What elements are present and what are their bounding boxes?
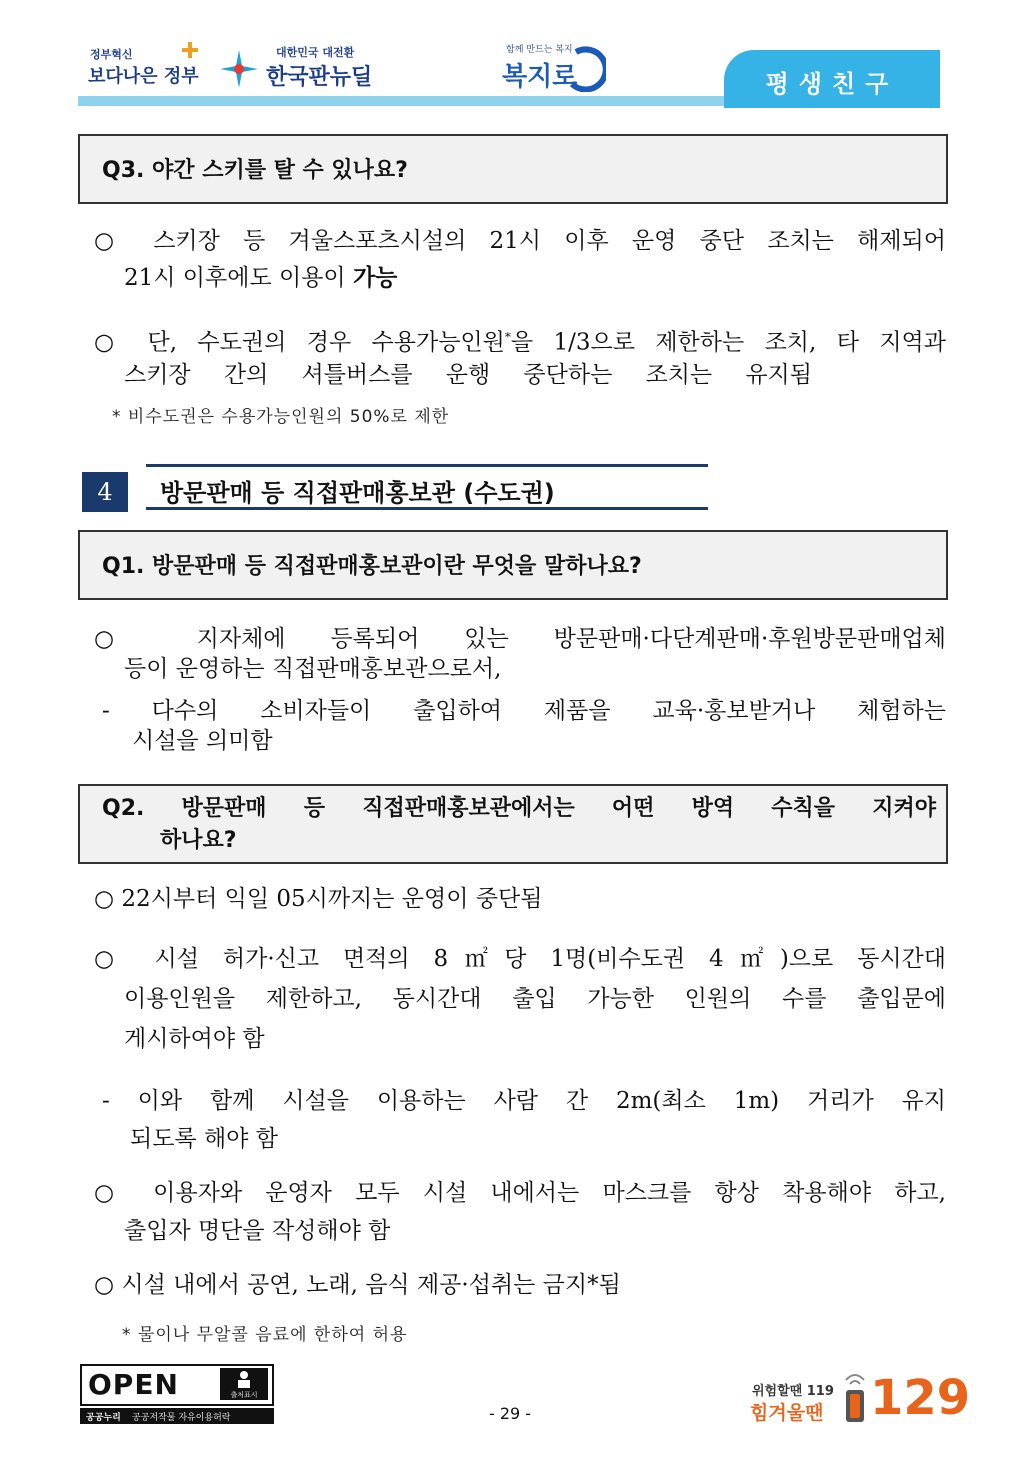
bokji-swoosh-icon [566,44,606,92]
question-text: Q3. 야간 스키를 탈 수 있나요? [102,158,408,183]
newdeal-logo-line2: 한국판뉴딜 [266,65,373,90]
q1-answer-line: - 다수의 소비자들이 출입하여 제품을 교육·홍보받거나 체험하는 [102,698,946,724]
question-box-q2 [78,784,948,864]
q2-answer-line: ○ 22시부터 익일 05시까지는 운영이 중단됨 [94,886,543,912]
newdeal-logo-line1: 대한민국 대전환 [276,46,355,59]
answer-text: 을 1/3으로 제한하는 조치, 타 지역과 [510,329,946,356]
q2-answer-line: 출입자 명단을 작성해야 함 [124,1218,391,1244]
plus-icon [180,40,200,60]
emphasis-text: 가능 [352,265,398,291]
footnote-marker: * [504,330,511,344]
phone-icon [842,1366,868,1424]
section-title: 방문판매 등 직접판매홍보관 (수도권) [160,479,555,507]
question-text: Q1. 방문판매 등 직접판매홍보관이란 무엇을 말하나요? [102,554,642,579]
q3-answer-line: 스키장 간의 셔틀버스를 운행 중단하는 조치는 유지됨 [124,362,812,388]
hotline-big-text: 힘겨울땐 [750,1402,824,1424]
q3-answer-line [124,259,944,297]
q1-answer-line: 시설을 의미함 [132,728,273,754]
open-label: OPEN [88,1368,179,1401]
hotline-number: 129 [870,1370,971,1426]
bokjiro-logo [498,38,608,98]
question-box-q3 [78,134,948,204]
q3-answer-line: ○ 스키장 등 겨울스포츠시설의 21시 이후 운영 중단 조치는 해제되어 [94,228,946,254]
q1-answer-line: ○ 지자체에 등록되어 있는 방문판매·다단계판매·후원방문판매업체 [94,626,946,652]
header-tab-label: 평생친구 [765,70,899,98]
kogl-label: 공공누리 [86,1413,121,1423]
page-number: - 29 - [488,1404,532,1423]
q1-answer-line: 등이 운영하는 직접판매홍보관으로서, [124,656,502,682]
q2-answer-line: - 이와 함께 시설을 이용하는 사람 간 2m(최소 1m) 거리가 유지 [102,1088,946,1114]
person-icon [236,1370,252,1388]
q2-answer-line: 게시하여야 함 [124,1026,265,1052]
korean-new-deal-logo [218,40,398,96]
gov-logo-line2: 보다나은 정부 [88,66,199,87]
q2-answer-line: ○ 시설 허가·신고 면적의 8㎡당 1명(비수도권 4㎡)으로 동시간대 [94,946,946,972]
hotline-small-text: 위험할땐 119 [752,1384,834,1399]
answer-text: 21시 이후에도 이용이 [124,265,353,291]
question-text: 하나요? [160,828,237,853]
hotline-129-logo [742,1362,971,1428]
question-box-q1 [78,530,948,600]
section-number: 4 [82,472,128,512]
header-tab [724,50,940,108]
question-text: Q2. 방문판매 등 직접판매홍보관에서는 어떤 방역 수칙을 지켜야 [102,796,936,821]
q2-answer-line: ○ 이용자와 운영자 모두 시설 내에서는 마스크를 항상 착용해야 하고, [94,1180,946,1206]
bokji-logo-line1: 함께 만드는 복지 [506,45,573,55]
q2-answer-line: 이용인원을 제한하고, 동시간대 출입 가능한 인원의 수를 출입문에 [124,986,946,1012]
kogl-open-license-logo [80,1364,274,1424]
kogl-description: 공공저작물 자유이용허락 [132,1413,231,1423]
answer-text: ○ 단, 수도권의 경우 수용가능인원 [94,329,505,356]
gov-logo-line1: 정부혁신 [90,48,133,61]
footnote: * 물이나 무알콜 음료에 한하여 허용 [122,1325,408,1345]
q2-answer-line: 되도록 해야 함 [130,1126,278,1152]
section-title-bar [146,464,708,510]
q2-answer-line: ○ 시설 내에서 공연, 노래, 음식 제공·섭취는 금지*됨 [94,1272,621,1298]
gov-innovation-logo [88,40,200,96]
sparkle-icon [218,48,260,90]
attribution-badge: 출처표시 [230,1391,258,1399]
footnote: * 비수도권은 수용가능인원의 50%로 제한 [112,407,450,427]
bokji-logo-line2: 복지로 [502,62,578,92]
